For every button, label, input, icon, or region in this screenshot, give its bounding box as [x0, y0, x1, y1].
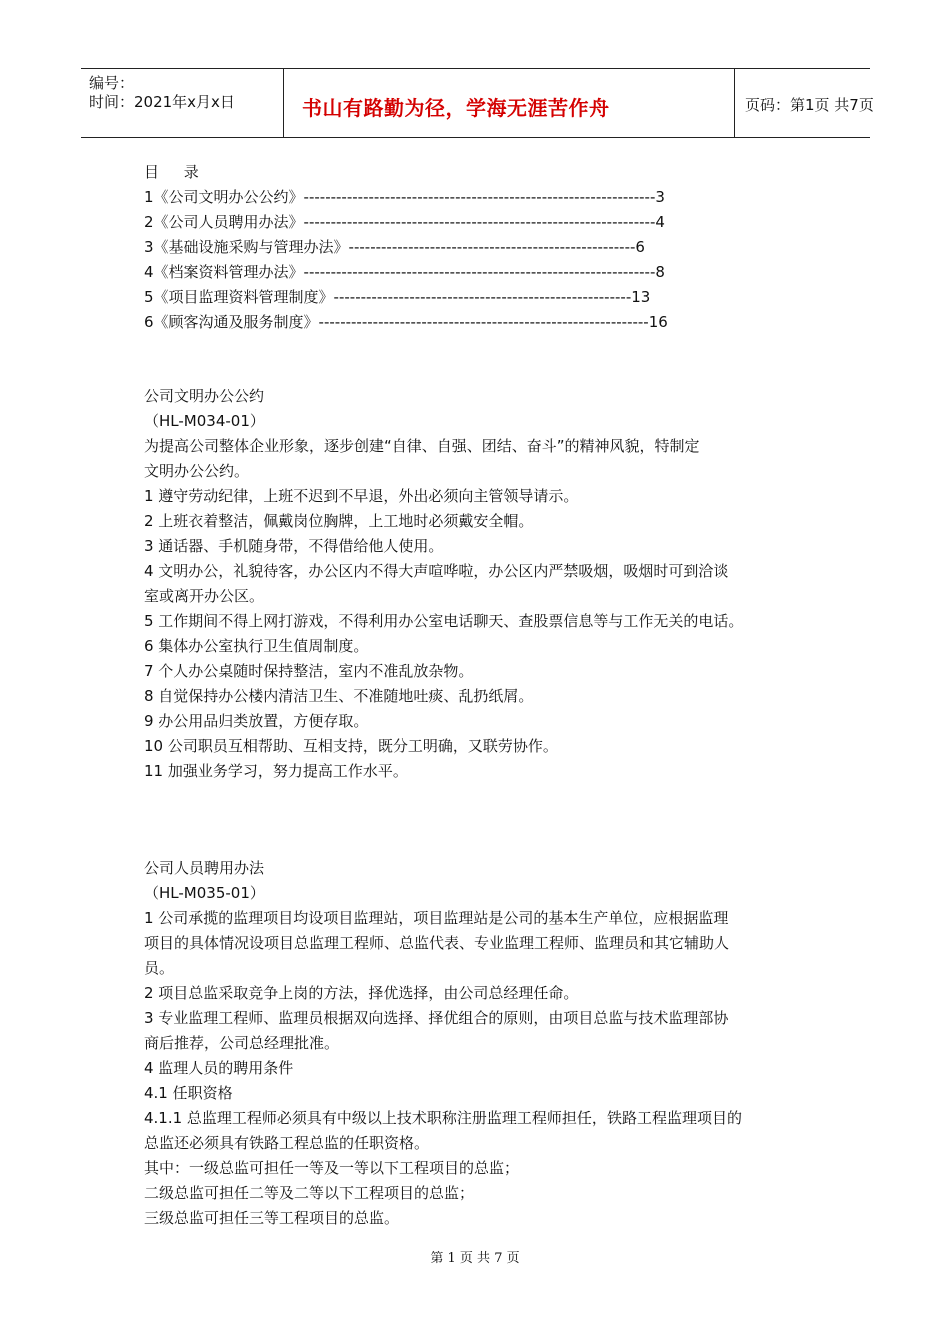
time-line: 时间：2021年x月x日	[89, 93, 235, 111]
rule-item: 3 专业监理工程师、监理员根据双向选择、择优组合的原则，由项目总监与技术监理部协	[144, 1009, 729, 1027]
rule-item: 11 加强业务学习，努力提高工作水平。	[144, 762, 408, 780]
rule-item: 三级总监可担任三等工程项目的总监。	[144, 1209, 400, 1227]
paragraph-line: 文明办公公约。	[144, 462, 250, 480]
rule-item: 员。	[144, 959, 175, 977]
section-title: 公司人员聘用办法	[144, 859, 265, 877]
rule-item: 6 集体办公室执行卫生值周制度。	[144, 637, 369, 655]
rule-item: 4 文明办公，礼貌待客，办公区内不得大声喧哗啦，办公区内严禁吸烟，吸烟时可到洽谈	[144, 562, 729, 580]
paragraph-line: 为提高公司整体企业形象，逐步创建“自律、自强、团结、奋斗”的精神风貌，特制定	[144, 437, 700, 455]
rule-item: 7 个人办公桌随时保持整洁，室内不准乱放杂物。	[144, 662, 474, 680]
toc-item: 4《档案资料管理办法》-----------------------------------------------------------------8	[144, 263, 665, 281]
rule-item: 2 上班衣着整洁，佩戴岗位胸牌，上工地时必须戴安全帽。	[144, 512, 534, 530]
page-footer: 第 1 页 共 7 页	[430, 1251, 520, 1266]
page-code: 页码：第1页 共7页	[745, 96, 874, 114]
section-title: 公司文明办公公约	[144, 387, 265, 405]
toc-item: 3《基础设施采购与管理办法》-----------------------------------------------------6	[144, 238, 645, 256]
rule-item: 4.1.1 总监理工程师必须具有中级以上技术职称注册监理工程师担任，铁路工程监理项目的	[144, 1109, 742, 1127]
rule-item: 9 办公用品归类放置，方便存取。	[144, 712, 369, 730]
rule-item: 8 自觉保持办公楼内清洁卫生、不准随地吐痰、乱扔纸屑。	[144, 687, 534, 705]
toc-item: 1《公司文明办公公约》-----------------------------------------------------------------3	[144, 188, 665, 206]
rule-item: 4.1 任职资格	[144, 1084, 233, 1102]
rule-item: 1 遵守劳动纪律，上班不迟到不早退，外出必须向主管领导请示。	[144, 487, 579, 505]
toc-title: 目 录	[144, 163, 209, 181]
rule-item: 商后推荐，公司总经理批准。	[144, 1034, 340, 1052]
header-motto-cell	[284, 69, 735, 137]
rule-item: 其中：一级总监可担任一等及一等以下工程项目的总监；	[144, 1159, 520, 1177]
header-meta-cell	[81, 69, 284, 137]
rule-item: 2 项目总监采取竞争上岗的方法，择优选择，由公司总经理任命。	[144, 984, 579, 1002]
rule-item: 项目的具体情况设项目总监理工程师、总监代表、专业监理工程师、监理员和其它辅助人	[144, 934, 730, 952]
header-page-cell	[735, 69, 874, 137]
rule-item: 1 公司承揽的监理项目均设项目监理站，项目监理站是公司的基本生产单位，应根据监理	[144, 909, 729, 927]
toc-item: 5《项目监理资料管理制度》-------------------------------------------------------13	[144, 288, 651, 306]
rule-item: 总监还必须具有铁路工程总监的任职资格。	[144, 1134, 430, 1152]
rule-item: 4 监理人员的聘用条件	[144, 1059, 294, 1077]
rule-item: 10 公司职员互相帮助、互相支持，既分工明确，又联劳协作。	[144, 737, 558, 755]
toc-item: 2《公司人员聘用办法》-----------------------------------------------------------------4	[144, 213, 665, 231]
motto: 书山有路勤为径，学海无涯苦作舟	[302, 96, 610, 120]
section-code: （HL-M035-01）	[144, 884, 265, 902]
page-header	[81, 68, 874, 138]
rule-item: 5 工作期间不得上网打游戏，不得利用办公室电话聊天、查股票信息等与工作无关的电话。	[144, 612, 744, 630]
section-code: （HL-M034-01）	[144, 412, 265, 430]
number-label: 编号：	[89, 74, 135, 92]
rule-item: 二级总监可担任二等及二等以下工程项目的总监；	[144, 1184, 475, 1202]
toc-item: 6《顾客沟通及服务制度》-------------------------------------------------------------16	[144, 313, 668, 331]
rule-item: 3 通话器、手机随身带，不得借给他人使用。	[144, 537, 444, 555]
rule-item: 室或离开办公区。	[144, 587, 265, 605]
